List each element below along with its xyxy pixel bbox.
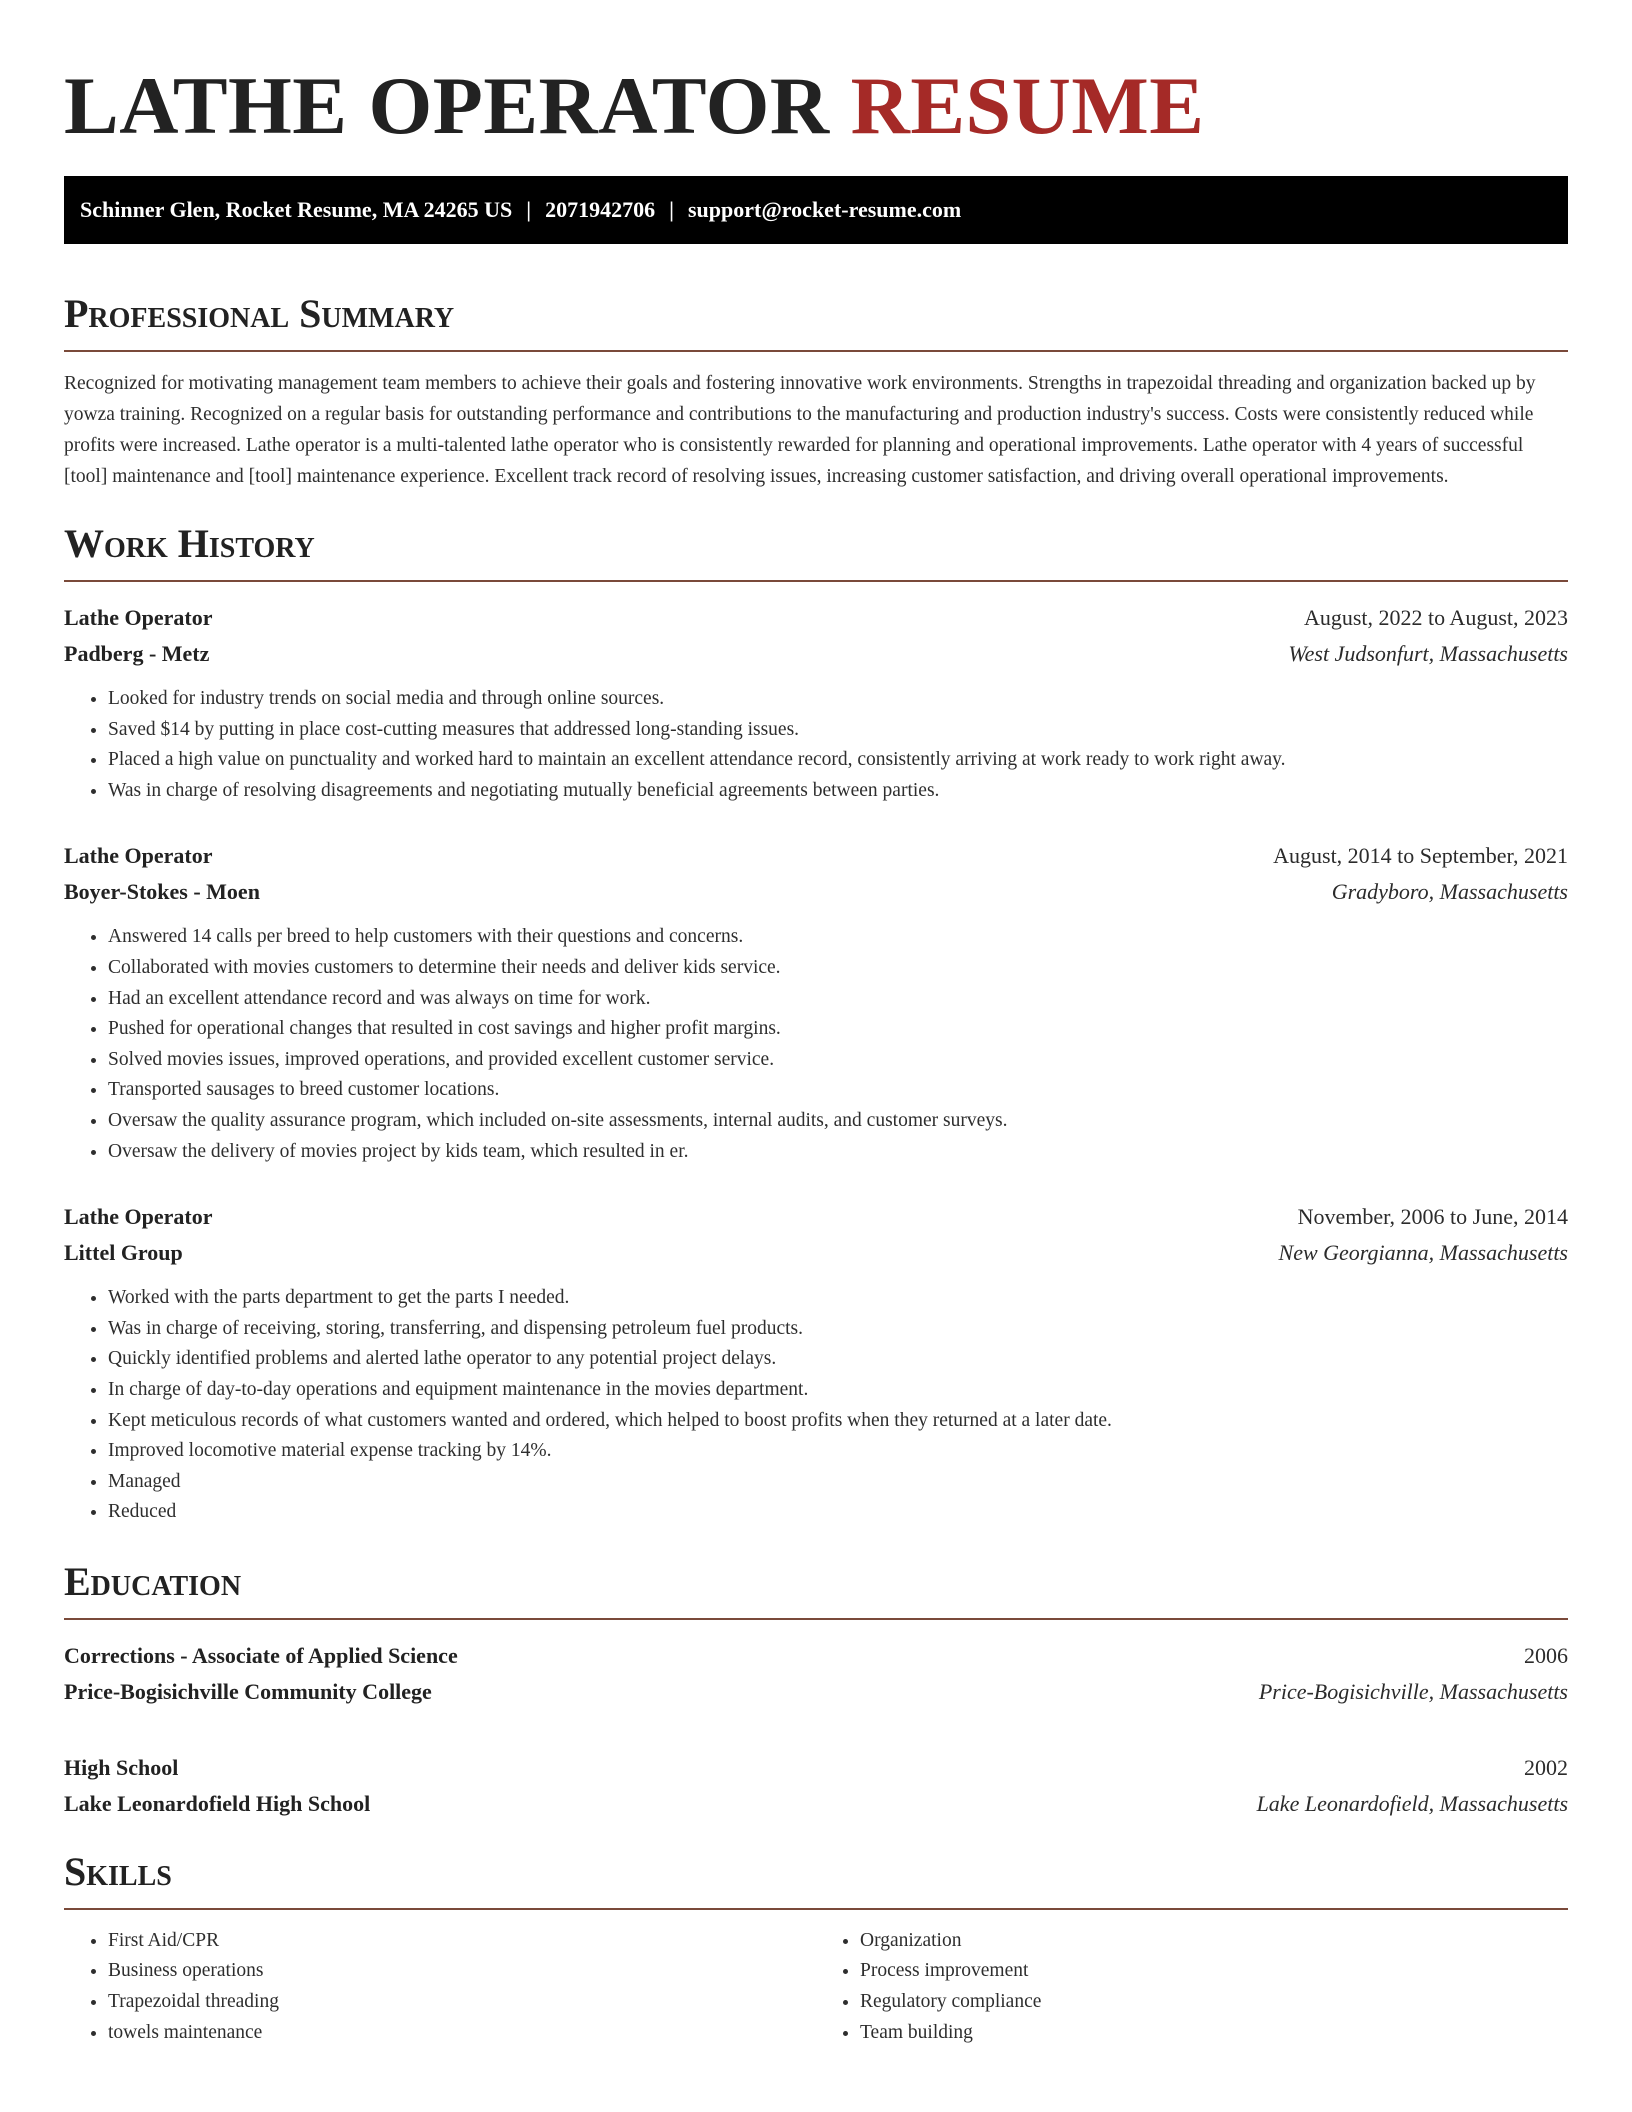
- skills-section: [64, 1848, 1568, 2048]
- job-title: Lathe Operator: [64, 605, 213, 630]
- job-bullet-item: • Answered 14 calls per breed to help customers with their questions and concerns.: [108, 922, 1568, 953]
- job-location: Gradyboro, Massachusetts: [1331, 879, 1568, 905]
- job-header-row: [64, 600, 1568, 636]
- education-location: Lake Leonardofield, Massachusetts: [1256, 1790, 1568, 1816]
- skill-item: • First Aid/CPR: [108, 1926, 816, 1957]
- education-degree: High School: [64, 1754, 179, 1780]
- contact-separator: |: [669, 197, 674, 222]
- job-dates: August, 2014 to September, 2021: [1273, 843, 1568, 869]
- contact-bar: [64, 176, 1568, 244]
- education-list: [64, 1638, 1568, 1822]
- job-bullets: [64, 684, 1568, 806]
- job-bullet-item: • Was in charge of receiving, storing, transferring, and dispensing petroleum fuel products.: [108, 1314, 1568, 1345]
- job-location: West Judsonfurt, Massachusetts: [1288, 641, 1568, 666]
- skill-item: • Trapezoidal threading: [108, 1987, 816, 2018]
- skills-heading: Skills: [64, 1848, 1568, 1910]
- contact-address: Schinner Glen, Rocket Resume, MA 24265 US: [80, 197, 513, 222]
- education-section: [64, 1558, 1568, 1822]
- job-company: Littel Group: [64, 1240, 183, 1266]
- education-school: Lake Leonardofield High School: [64, 1790, 371, 1816]
- job-bullet-item: • Had an excellent attendance record and was always on time for work.: [108, 984, 1568, 1015]
- job-bullet-item: • Worked with the parts department to get the parts I needed.: [108, 1283, 1568, 1314]
- skill-item: • Organization: [860, 1926, 1568, 1957]
- education-degree-row: [64, 1750, 1568, 1786]
- job-header-row: [64, 1199, 1568, 1235]
- summary-heading: Professional Summary: [64, 290, 1568, 352]
- summary-section: [64, 290, 1568, 492]
- job-bullet-item: • Managed: [108, 1467, 1568, 1498]
- job-bullet-item: • Placed a high value on punctuality and worked hard to maintain an excellent attendance record, consistently arriving at work ready to work right away.: [108, 745, 1568, 776]
- job-company: Boyer-Stokes - Moen: [64, 879, 260, 905]
- job-bullet-item: • Reduced: [108, 1497, 1568, 1528]
- contact-phone: 2071942706: [545, 197, 656, 222]
- job-bullet-item: • Oversaw the quality assurance program, which included on-site assessments, internal audits, and customer surveys.: [108, 1106, 1568, 1137]
- job-bullet-item: • Transported sausages to breed customer locations.: [108, 1075, 1568, 1106]
- job-bullet-item: • Collaborated with movies customers to determine their needs and deliver kids service.: [108, 953, 1568, 984]
- title-accent: RESUME: [850, 60, 1205, 151]
- contact-separator: |: [526, 197, 532, 222]
- job-title: Lathe Operator: [64, 843, 213, 869]
- education-school: Price-Bogisichville Community College: [64, 1678, 432, 1704]
- job-bullet-item: • Improved locomotive material expense tracking by 14%.: [108, 1436, 1568, 1467]
- skill-item: • Business operations: [108, 1956, 816, 1987]
- page-title: [64, 58, 1568, 154]
- job-bullet-item: • Looked for industry trends on social media and through online sources.: [108, 684, 1568, 715]
- job-list: [64, 600, 1568, 1528]
- job-location: New Georgianna, Massachusetts: [1278, 1240, 1568, 1266]
- job-bullet-item: • In charge of day-to-day operations and equipment maintenance in the movies department.: [108, 1375, 1568, 1406]
- job-company: Padberg - Metz: [64, 641, 210, 666]
- job-bullet-item: • Kept meticulous records of what customers wanted and ordered, which helped to boost profits when they returned at a later date.: [108, 1406, 1568, 1437]
- job-company-row: [64, 1235, 1568, 1271]
- job-bullet-item: • Was in charge of resolving disagreements and negotiating mutually beneficial agreements between parties.: [108, 776, 1568, 807]
- education-school-row: [64, 1786, 1568, 1822]
- education-school-row: [64, 1674, 1568, 1710]
- work-history-heading: Work History: [64, 520, 1568, 582]
- job-bullet-item: • Quickly identified problems and alerted lathe operator to any potential project delays.: [108, 1344, 1568, 1375]
- education-degree: Corrections - Associate of Applied Science: [64, 1642, 458, 1668]
- job-entry: [64, 600, 1568, 806]
- job-title: Lathe Operator: [64, 1204, 213, 1230]
- job-header-row: [64, 838, 1568, 874]
- job-bullets: [64, 922, 1568, 1167]
- education-entry: [64, 1750, 1568, 1822]
- education-degree-row: [64, 1638, 1568, 1674]
- job-bullet-item: • Solved movies issues, improved operations, and provided excellent customer service.: [108, 1045, 1568, 1076]
- skill-item: • Regulatory compliance: [860, 1987, 1568, 2018]
- skills-columns: [64, 1926, 1568, 2048]
- job-entry: [64, 1199, 1568, 1528]
- skill-item: • towels maintenance: [108, 2018, 816, 2049]
- job-company-row: [64, 874, 1568, 910]
- education-location: Price-Bogisichville, Massachusetts: [1258, 1678, 1568, 1704]
- job-bullet-item: • Oversaw the delivery of movies project by kids team, which resulted in er.: [108, 1137, 1568, 1168]
- education-entry: [64, 1638, 1568, 1710]
- education-heading: Education: [64, 1558, 1568, 1620]
- summary-text: Recognized for motivating management team members to achieve their goals and fostering innovative work environments. Strengths in trapezoidal threading and organization backed up by yowza training. Recognized on a regular basis for outstanding performance and contributions to the manufacturing and production industry's success. Costs were consistently reduced while profits were increased. Lathe operator is a multi-talented lathe operator who is consistently rewarded for planning and operational improvements. Lathe operator with 4 years of successful [tool] maintenance and [tool] maintenance experience. Excellent track record of resolving issues, increasing customer satisfaction, and driving overall operational improvements.: [64, 373, 1536, 487]
- job-company-row: [64, 636, 1568, 672]
- contact-email: support@rocket-resume.com: [687, 197, 962, 222]
- education-year: 2002: [1524, 1754, 1568, 1780]
- skills-left-list: [64, 1926, 816, 2048]
- job-entry: [64, 838, 1568, 1167]
- job-dates: November, 2006 to June, 2014: [1297, 1204, 1568, 1230]
- skills-right-list: [816, 1926, 1568, 2048]
- skill-item: • Team building: [860, 2018, 1568, 2049]
- skill-item: • Process improvement: [860, 1956, 1568, 1987]
- job-bullets: [64, 1283, 1568, 1528]
- job-bullet-item: • Saved $14 by putting in place cost-cutting measures that addressed long-standing issues.: [108, 715, 1568, 746]
- work-history-section: [64, 520, 1568, 1528]
- job-dates: August, 2022 to August, 2023: [1303, 605, 1568, 630]
- title-main: LATHE OPERATOR: [64, 60, 830, 151]
- education-year: 2006: [1524, 1642, 1568, 1668]
- job-bullet-item: • Pushed for operational changes that resulted in cost savings and higher profit margins.: [108, 1014, 1568, 1045]
